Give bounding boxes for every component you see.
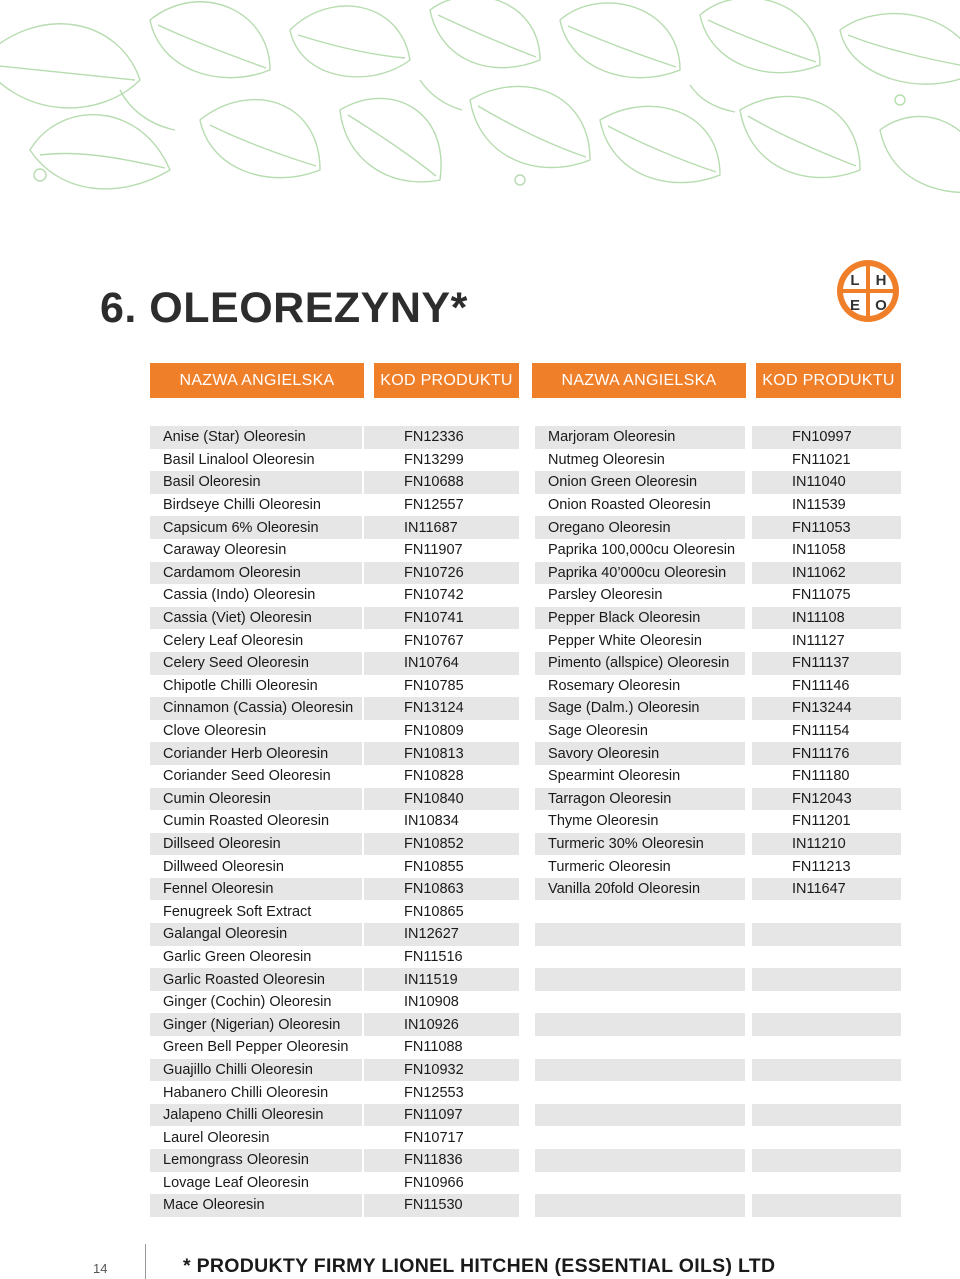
table-row [150, 1081, 362, 1104]
product-code: FN10863 [404, 881, 464, 898]
product-name: Oregano Oleoresin [548, 519, 671, 536]
table-row [752, 494, 901, 517]
logo-letter-h: H [875, 272, 887, 289]
header-right-name: NAZWA ANGIELSKA [532, 363, 746, 398]
product-name: Spearmint Oleoresin [548, 768, 681, 785]
table-row [364, 720, 519, 743]
product-code: FN11213 [792, 858, 851, 875]
table-row [752, 991, 901, 1014]
product-name: Caraway Oleoresin [163, 542, 287, 559]
left-code-column [364, 426, 519, 1217]
product-name: Turmeric 30% Oleoresin [548, 835, 704, 852]
product-code: FN11176 [792, 745, 850, 762]
table-row [752, 1149, 901, 1172]
table-row [150, 607, 362, 630]
table-row [150, 584, 362, 607]
table-row [535, 494, 745, 517]
table-row [535, 855, 745, 878]
product-code: FN10767 [404, 632, 464, 649]
product-name: Thyme Oleoresin [548, 813, 659, 830]
table-row [150, 765, 362, 788]
table-row [535, 1149, 745, 1172]
product-code: FN11154 [792, 723, 850, 740]
product-code: FN10726 [404, 564, 464, 581]
table-row [535, 449, 745, 472]
product-name: Pimento (allspice) Oleoresin [548, 655, 730, 672]
table-row [752, 742, 901, 765]
table-row [364, 833, 519, 856]
product-code: FN12043 [792, 790, 852, 807]
product-name: Galangal Oleoresin [163, 926, 288, 943]
table-row [535, 720, 745, 743]
table-row [150, 878, 362, 901]
product-name: Laurel Oleoresin [163, 1129, 270, 1146]
left-name-column [150, 426, 362, 1217]
table-row [364, 900, 519, 923]
product-name: Clove Oleoresin [163, 723, 267, 740]
product-name: Onion Green Oleoresin [548, 474, 698, 491]
table-row [752, 1104, 901, 1127]
table-row [535, 968, 745, 991]
product-name: Cardamom Oleoresin [163, 564, 301, 581]
product-code: IN11062 [792, 564, 846, 581]
table-row [752, 833, 901, 856]
logo-letter-e: E [849, 297, 861, 314]
table-row [752, 855, 901, 878]
table-row [150, 1126, 362, 1149]
right-name-column [535, 426, 745, 1217]
product-name: Sage Oleoresin [548, 723, 648, 740]
product-code: FN11836 [404, 1152, 463, 1169]
product-name: Ginger (Cochin) Oleoresin [163, 994, 332, 1011]
table-row [535, 697, 745, 720]
table-row [535, 1036, 745, 1059]
product-name: Celery Seed Oleoresin [163, 655, 309, 672]
table-row [364, 697, 519, 720]
table-row [535, 539, 745, 562]
table-row [150, 449, 362, 472]
table-row [150, 991, 362, 1014]
product-code: FN10855 [404, 858, 464, 875]
table-row [535, 810, 745, 833]
product-name: Tarragon Oleoresin [548, 790, 672, 807]
table-row [752, 471, 901, 494]
table-row [150, 494, 362, 517]
product-code: IN11058 [792, 542, 846, 559]
product-name: Rosemary Oleoresin [548, 677, 681, 694]
table-row [364, 607, 519, 630]
product-name: Paprika 40’000cu Oleoresin [548, 564, 727, 581]
table-row [535, 1081, 745, 1104]
table-row [150, 562, 362, 585]
table-row [150, 742, 362, 765]
table-row [535, 426, 745, 449]
table-row [752, 562, 901, 585]
table-row [364, 765, 519, 788]
product-code: FN12557 [404, 497, 464, 514]
product-code: FN12336 [404, 429, 464, 446]
product-name: Turmeric Oleoresin [548, 858, 671, 875]
table-row [752, 923, 901, 946]
product-name: Dillweed Oleoresin [163, 858, 284, 875]
header-right-code: KOD PRODUKTU [756, 363, 901, 398]
table-row [535, 562, 745, 585]
table-row [364, 855, 519, 878]
product-code: FN12553 [404, 1084, 464, 1101]
logo-letter-o: O [875, 297, 887, 314]
table-row [752, 1036, 901, 1059]
table-row [364, 1172, 519, 1195]
lheo-logo [835, 258, 901, 324]
table-row [364, 539, 519, 562]
product-name: Fennel Oleoresin [163, 881, 274, 898]
table-row [364, 1036, 519, 1059]
product-code: FN10717 [404, 1129, 464, 1146]
leaf-pattern-illustration [0, 0, 960, 196]
table-row [150, 1013, 362, 1036]
table-row [150, 426, 362, 449]
product-name: Lovage Leaf Oleoresin [163, 1174, 309, 1191]
table-row [752, 652, 901, 675]
product-name: Chipotle Chilli Oleoresin [163, 677, 318, 694]
table-row [150, 1036, 362, 1059]
table-row [364, 968, 519, 991]
table-row [150, 697, 362, 720]
product-name: Dillseed Oleoresin [163, 835, 281, 852]
product-name: Sage (Dalm.) Oleoresin [548, 700, 700, 717]
table-row [535, 629, 745, 652]
product-name: Savory Oleoresin [548, 745, 660, 762]
table-row [150, 833, 362, 856]
table-row [150, 968, 362, 991]
table-row [535, 923, 745, 946]
table-row [364, 652, 519, 675]
table-row [535, 878, 745, 901]
table-row [150, 629, 362, 652]
table-row [535, 1059, 745, 1082]
table-row [364, 810, 519, 833]
table-row [364, 494, 519, 517]
header-left-name: NAZWA ANGIELSKA [150, 363, 364, 398]
table-row [150, 1059, 362, 1082]
product-code: FN13244 [792, 700, 852, 717]
product-code: IN11687 [404, 519, 458, 536]
table-row [752, 426, 901, 449]
product-code: FN11180 [792, 768, 850, 785]
table-row [364, 516, 519, 539]
table-row [535, 652, 745, 675]
table-row [535, 675, 745, 698]
product-code: FN10966 [404, 1174, 464, 1191]
table-row [364, 471, 519, 494]
table-row [150, 471, 362, 494]
table-row [752, 629, 901, 652]
product-code: FN10813 [404, 745, 464, 762]
table-row [150, 1172, 362, 1195]
product-code: FN11907 [404, 542, 463, 559]
product-name: Cassia (Indo) Oleoresin [163, 587, 316, 604]
table-row [150, 788, 362, 811]
table-row [535, 833, 745, 856]
product-code: FN10809 [404, 723, 464, 740]
product-code: IN11519 [404, 971, 458, 988]
product-name: Jalapeno Chilli Oleoresin [163, 1107, 324, 1124]
product-name: Garlic Green Oleoresin [163, 948, 312, 965]
table-row [150, 720, 362, 743]
table-row [364, 1194, 519, 1217]
table-row [364, 629, 519, 652]
product-name: Garlic Roasted Oleoresin [163, 971, 325, 988]
product-name: Onion Roasted Oleoresin [548, 497, 711, 514]
footer-divider [145, 1244, 146, 1279]
product-name: Capsicum 6% Oleoresin [163, 519, 319, 536]
table-row [364, 1081, 519, 1104]
table-row [150, 923, 362, 946]
product-code: FN11021 [792, 451, 851, 468]
product-name: Paprika 100,000cu Oleoresin [548, 542, 736, 559]
product-name: Cassia (Viet) Oleoresin [163, 610, 312, 627]
product-code: FN11530 [404, 1197, 463, 1214]
product-code: IN11539 [792, 497, 846, 514]
table-row [535, 1172, 745, 1195]
table-row [752, 968, 901, 991]
leaf-pattern-banner [0, 0, 960, 196]
product-name: Cinnamon (Cassia) Oleoresin [163, 700, 354, 717]
table-row [752, 607, 901, 630]
product-code: IN11647 [792, 881, 846, 898]
product-code: FN11146 [792, 677, 850, 694]
product-name: Lemongrass Oleoresin [163, 1152, 309, 1169]
product-code: FN10865 [404, 903, 464, 920]
product-code: FN10785 [404, 677, 464, 694]
table-row [364, 449, 519, 472]
table-row [535, 1126, 745, 1149]
product-code: FN11088 [404, 1039, 463, 1056]
table-row [150, 1104, 362, 1127]
product-name: Pepper White Oleoresin [548, 632, 702, 649]
table-row [364, 991, 519, 1014]
table-row [752, 765, 901, 788]
product-name: Coriander Seed Oleoresin [163, 768, 331, 785]
product-name: Cumin Roasted Oleoresin [163, 813, 330, 830]
product-code: FN11097 [404, 1107, 463, 1124]
table-row [150, 675, 362, 698]
table-row [752, 1126, 901, 1149]
product-name: Marjoram Oleoresin [548, 429, 676, 446]
table-row [364, 1104, 519, 1127]
page-title: 6. OLEOREZYNY* [100, 284, 468, 332]
table-row [535, 1194, 745, 1217]
page-number: 14 [93, 1261, 108, 1276]
table-row [752, 584, 901, 607]
table-row [150, 855, 362, 878]
table-row [535, 471, 745, 494]
table-row [535, 991, 745, 1014]
product-code: IN10834 [404, 813, 459, 830]
table-row [535, 900, 745, 923]
product-code: FN10932 [404, 1061, 464, 1078]
product-code: IN10764 [404, 655, 459, 672]
right-code-column [752, 426, 901, 1217]
table-row [752, 1059, 901, 1082]
table-row [150, 516, 362, 539]
product-code: FN10840 [404, 790, 464, 807]
product-name: Parsley Oleoresin [548, 587, 663, 604]
product-name: Vanilla 20fold Oleoresin [548, 881, 701, 898]
table-row [364, 675, 519, 698]
table-row [752, 946, 901, 969]
table-row [752, 1081, 901, 1104]
table-row [535, 765, 745, 788]
table-row [150, 946, 362, 969]
product-code: IN11210 [792, 835, 846, 852]
product-code: FN10852 [404, 835, 464, 852]
table-row [752, 449, 901, 472]
table-row [364, 1059, 519, 1082]
product-name: Guajillo Chilli Oleoresin [163, 1061, 313, 1078]
product-code: FN10741 [404, 610, 464, 627]
table-row [535, 1104, 745, 1127]
product-code: IN10926 [404, 1016, 459, 1033]
footer-note: * PRODUKTY FIRMY LIONEL HITCHEN (ESSENTIAL OILS) LTD [183, 1255, 776, 1277]
table-row [364, 878, 519, 901]
table-row [364, 584, 519, 607]
table-row [150, 1149, 362, 1172]
product-name: Birdseye Chilli Oleoresin [163, 497, 321, 514]
table-row [752, 810, 901, 833]
table-row [752, 539, 901, 562]
table-row [364, 742, 519, 765]
product-name: Ginger (Nigerian) Oleoresin [163, 1016, 341, 1033]
product-code: IN11127 [792, 632, 845, 649]
table-row [364, 923, 519, 946]
table-row [364, 1149, 519, 1172]
table-row [752, 1172, 901, 1195]
table-row [752, 788, 901, 811]
product-code: FN11137 [792, 655, 850, 672]
product-name: Basil Oleoresin [163, 474, 261, 491]
table-row [364, 562, 519, 585]
table-row [150, 1194, 362, 1217]
product-name: Mace Oleoresin [163, 1197, 265, 1214]
table-row [752, 675, 901, 698]
table-row [535, 946, 745, 969]
product-code: FN10997 [792, 429, 852, 446]
table-row [535, 584, 745, 607]
product-name: Nutmeg Oleoresin [548, 451, 665, 468]
product-code: IN10908 [404, 994, 459, 1011]
product-code: FN11053 [792, 519, 851, 536]
table-row [752, 516, 901, 539]
product-code: IN11108 [792, 610, 845, 627]
product-name: Celery Leaf Oleoresin [163, 632, 304, 649]
table-row [535, 788, 745, 811]
table-row [752, 1013, 901, 1036]
table-row [150, 652, 362, 675]
table-row [364, 1013, 519, 1036]
product-code: FN10828 [404, 768, 464, 785]
table-row [752, 878, 901, 901]
product-code: IN12627 [404, 926, 459, 943]
product-code: FN13124 [404, 700, 464, 717]
table-row [364, 788, 519, 811]
product-code: FN11201 [792, 813, 851, 830]
product-code: FN13299 [404, 451, 464, 468]
table-row [364, 946, 519, 969]
table-row [752, 697, 901, 720]
product-code: FN10742 [404, 587, 464, 604]
product-name: Green Bell Pepper Oleoresin [163, 1039, 349, 1056]
header-left-code: KOD PRODUKTU [374, 363, 519, 398]
product-name: Habanero Chilli Oleoresin [163, 1084, 329, 1101]
table-row [150, 900, 362, 923]
product-name: Coriander Herb Oleoresin [163, 745, 329, 762]
table-row [150, 539, 362, 562]
product-code: FN11516 [404, 948, 463, 965]
table-row [150, 810, 362, 833]
product-name: Fenugreek Soft Extract [163, 903, 312, 920]
table-row [535, 516, 745, 539]
lheo-logo-mark [835, 258, 901, 324]
table-row [364, 426, 519, 449]
product-code: IN11040 [792, 474, 846, 491]
table-row [535, 742, 745, 765]
product-code: FN10688 [404, 474, 464, 491]
product-name: Pepper Black Oleoresin [548, 610, 701, 627]
product-code: FN11075 [792, 587, 851, 604]
table-row [535, 1013, 745, 1036]
table-row [535, 607, 745, 630]
table-row [752, 900, 901, 923]
table-row [752, 720, 901, 743]
table-row [752, 1194, 901, 1217]
product-name: Basil Linalool Oleoresin [163, 451, 315, 468]
product-name: Anise (Star) Oleoresin [163, 429, 306, 446]
product-name: Cumin Oleoresin [163, 790, 271, 807]
logo-letter-l: L [850, 272, 860, 289]
table-row [364, 1126, 519, 1149]
